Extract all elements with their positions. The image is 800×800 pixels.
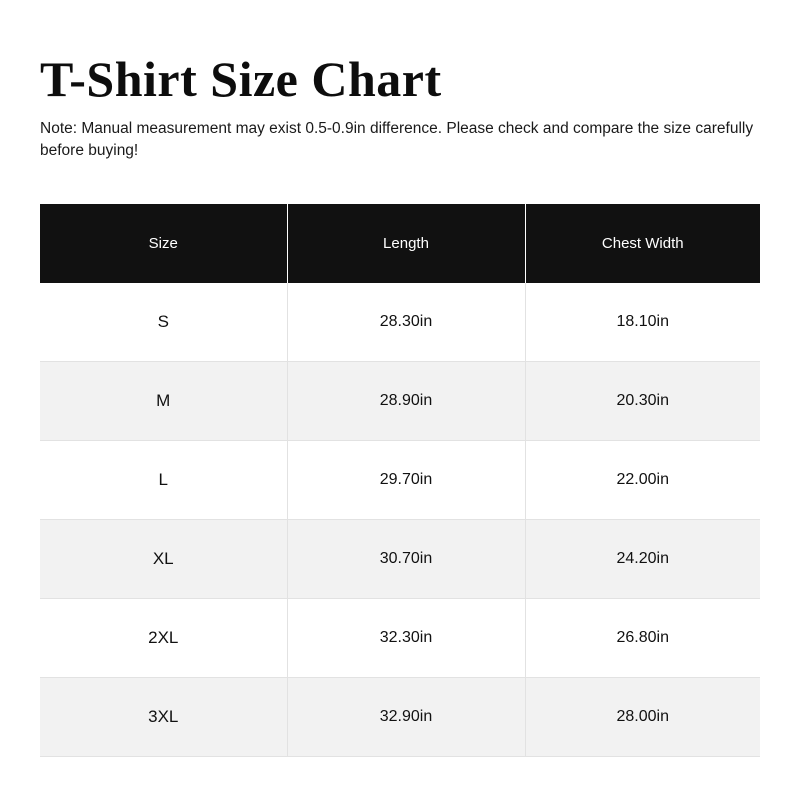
cell-length: 30.70in [287, 519, 525, 598]
cell-size: 3XL [40, 677, 287, 756]
cell-chest-width: 28.00in [525, 677, 760, 756]
cell-size: L [40, 440, 287, 519]
cell-size: XL [40, 519, 287, 598]
table-row [40, 440, 760, 519]
column-header-length: Length [287, 204, 525, 283]
page-title: T-Shirt Size Chart [40, 51, 442, 107]
size-chart-table-container [40, 204, 760, 757]
size-chart-table [40, 204, 760, 757]
column-header-chest-width: Chest Width [525, 204, 760, 283]
table-header [40, 204, 760, 283]
cell-size: M [40, 361, 287, 440]
cell-length: 28.30in [287, 283, 525, 362]
cell-length: 32.90in [287, 677, 525, 756]
cell-length: 28.90in [287, 361, 525, 440]
table-row [40, 361, 760, 440]
table-row [40, 677, 760, 756]
column-header-size: Size [40, 204, 287, 283]
cell-chest-width: 22.00in [525, 440, 760, 519]
table-header-row [40, 204, 760, 283]
cell-size: S [40, 283, 287, 362]
cell-chest-width: 26.80in [525, 598, 760, 677]
cell-size: 2XL [40, 598, 287, 677]
table-row [40, 519, 760, 598]
cell-chest-width: 20.30in [525, 361, 760, 440]
table-body [40, 283, 760, 757]
cell-chest-width: 24.20in [525, 519, 760, 598]
table-row [40, 598, 760, 677]
cell-chest-width: 18.10in [525, 283, 760, 362]
measurement-note: Note: Manual measurement may exist 0.5-0.9in difference. Please check and compare the size carefully before buying! [40, 120, 754, 160]
cell-length: 29.70in [287, 440, 525, 519]
cell-length: 32.30in [287, 598, 525, 677]
table-row [40, 283, 760, 362]
